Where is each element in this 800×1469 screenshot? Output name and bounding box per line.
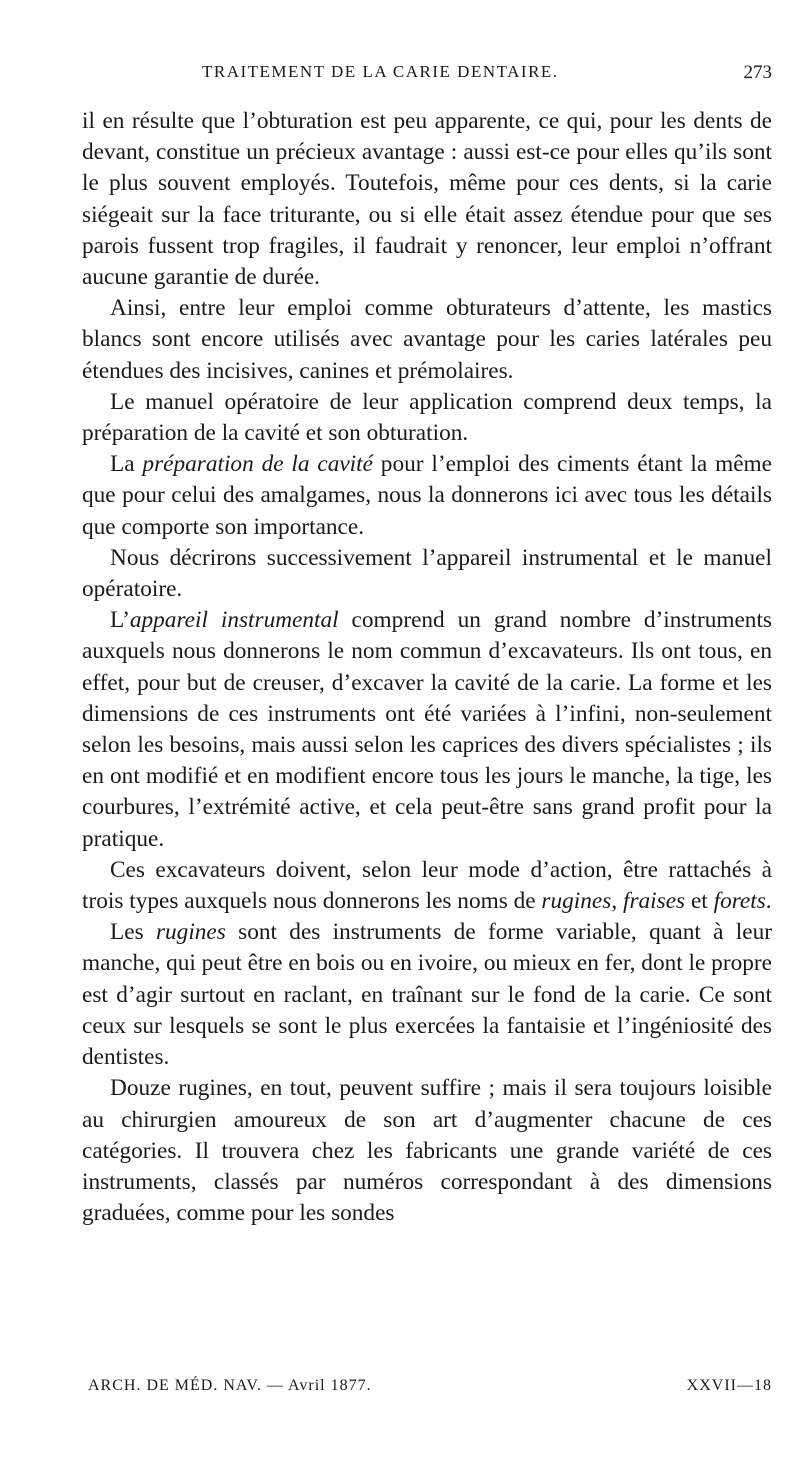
paragraph [82,106,772,293]
text-run: il en résulte que l’obturation est peu apparente, ce qui, pour les dents de devant, constitue un précieux avantage : aussi est-ce pour elles qu’ils sont le plus souvent employés. Toutefois, même pour ces dents, si la carie siégeait sur la face triturante, ou si elle était assez étendue pour que ses parois fussent trop fragiles, il faudrait y renoncer, leur emploi n’offrant aucune garantie de durée. [82,108,772,291]
text-run: comprend un grand nombre d’instruments auxquels nous donnerons le nom commun d’excavateurs. Ils ont tous, en effet, pour but de creuser, d’excaver la cavité de la carie. La forme et les dimensions de ces instruments ont été variées à l’infini, non-seulement selon les besoins, mais aussi selon les caprices des divers spécialistes ; ils en ont modifié et en modifient encore tous les jours le manche, la tige, les courbures, l’extrémité active, et cela peut-être sans grand profit pour la pratique. [82,607,772,852]
paragraph [82,917,772,1073]
italic-text: préparation de la cavité [142,451,373,478]
text-run: , [611,888,623,915]
paragraph [82,387,772,449]
italic-text: fraises [622,888,686,915]
text-run: Douze rugines, en tout, peuvent suffire ; mais il sera toujours loisible au chirurgien amoureux de son art d’augmenter chacune de ces catégories. Il trouvera chez les fabricants une grande variété de ces instruments, classés par numéros correspondant à des dimensions graduées, comme pour les sondes [82,1075,772,1227]
text-run: Nous décrirons successivement l’appareil instrumental et le manuel opératoire. [82,544,772,603]
paragraph [82,855,772,917]
italic-text: appareil instrumental [129,607,339,634]
text-run: L’ [110,607,130,634]
text-run: Les [110,919,156,946]
paragraph [82,293,772,387]
page-header [82,62,772,92]
paragraph [82,605,772,855]
text-run: Le manuel opératoire de leur application comprend deux temps, la préparation de la cavité et son obturation. [82,388,772,447]
text-run: pour l’emploi des ciments étant la même que pour celui des amalgames, nous la donnerons ici avec tous les détails que comporte son importance. [82,451,772,540]
page-footer [88,1377,772,1401]
paragraph [82,543,772,605]
text-run: . [765,888,772,915]
italic-text: rugines [541,888,612,915]
running-title: TRAITEMENT DE LA CARIE DENTAIRE. [202,62,559,81]
paragraph [82,1073,772,1229]
italic-text: rugines [155,919,226,946]
text-run: et [685,888,714,915]
sheet-signature: XXVII—18 [686,1377,772,1394]
page-number: 273 [743,62,772,83]
text-run: La [110,451,143,478]
paragraph [82,449,772,543]
footer-source: ARCH. DE MÉD. NAV. — Avril 1877. [88,1377,372,1394]
text-run: Ainsi, entre leur emploi comme obturateurs d’attente, les mastics blancs sont encore utilisés avec avantage pour les caries latérales peu étendues des incisives, canines et prémolaires. [82,295,772,384]
italic-text: forets [713,888,766,915]
text-run: sont des instruments de forme variable, quant à leur manche, qui peut être en bois ou en ivoire, ou mieux en fer, dont le propre est d’agir surtout en raclant, en traînant sur le fond de la carie. Ce sont ceux sur lesquels se sont le plus exercées la fantaisie et l’ingéniosité des dentistes. [82,919,772,1071]
body-text [82,106,772,1229]
text-run: Ces excavateurs doivent, selon leur mode d’action, être rattachés à trois types auxquels nous donnerons les noms de [82,856,772,915]
